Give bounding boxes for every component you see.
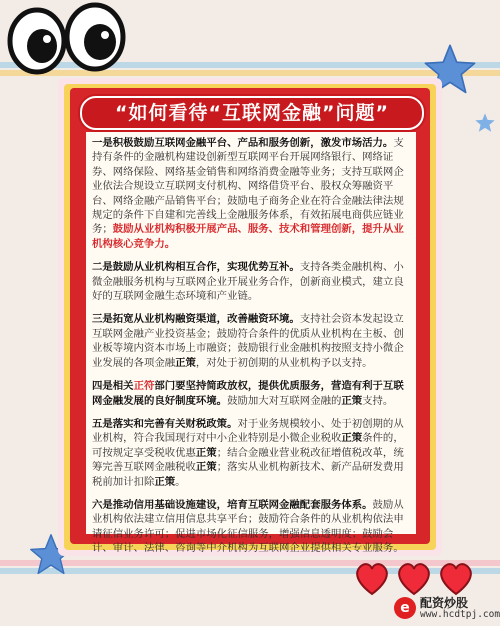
section-6 [92,498,410,556]
section-text: ；落实从业机构新技术、新产品研发费用税前加计扣除 [92,461,404,488]
section-keyword: 正策 [195,461,217,474]
article-body [92,136,410,565]
section-text: 。 [175,475,186,488]
brand-logo-icon: e [394,597,416,619]
section-text: ；结合金融业营业税改征增值税改革，统筹完善互联网金融税收 [92,446,404,474]
section-heading: 六是推动信用基础设施建设，培育互联网金融配套服务体系。 [92,498,373,511]
hearts-decoration [352,560,482,598]
section-text: ，对处于初创期的从业机构予以支持。 [195,356,373,369]
section-1 [92,136,410,251]
star-icon [474,112,496,134]
section-heading: 三是拓宽从业机构融资渠道，改善融资环境。 [92,313,300,326]
heart-icon [441,564,471,594]
section-heading: 一是积极鼓励互联网金融平台、产品和服务创新，激发市场活力。 [92,137,394,149]
site-logo[interactable] [390,594,498,624]
section-2 [92,260,410,303]
section-heading: 四是相关 [92,380,134,393]
page-title: “如何看待“互联网金融”问题” [80,96,424,130]
section-text: 支持各类金融机构、小微金融服务机构与互联网企业开展业务合作，创新商业模式，建立良好的互联网金融生态环境和产业链。 [92,261,404,303]
section-text: 条件的，可按规定享受税收优惠 [92,432,404,459]
section-highlight: 鼓励从业机构积极开展产品、服务、技术和管理创新，提升从业机构核心竞争力。 [92,223,404,250]
section-keyword: 正策 [341,394,363,407]
section-text: 鼓励加大对互联网金融的 [227,394,342,407]
section-5 [92,417,410,489]
section-text: 对于业务规模较小、处于初创期的从业机构，符合我国现行对中小企业特别是小微企业税收 [92,417,404,445]
section-keyword: 正策 [175,356,196,369]
section-keyword: 正策 [341,432,363,445]
section-4 [92,379,410,408]
section-heading: 五是落实和完善有关财税政策。 [92,417,238,430]
logo-url: www.hcdtpj.com [420,609,500,620]
section-text: 支持社会资本发起设立互联网金融产业投资基金；鼓励符合条件的优质从业机构在主板、创业板等境内资本市场上市融资；鼓励银行业金融机构按照支持小微企业发展的各项金融 [92,313,404,369]
section-3 [92,312,410,370]
heart-icon [399,564,429,594]
cartoon-eye-icon [6,6,68,76]
cartoon-eye-icon [62,0,128,74]
section-heading: 部门要坚持简政放权，提供优质服务，营造有利于互联网金融发展的良好制度环境。 [92,380,404,407]
heart-icon [357,564,387,594]
section-highlight: 正符 [133,380,155,393]
section-keyword: 正策 [154,475,176,488]
logo-name: 配资炒股 [420,596,469,610]
section-text: 支持有条件的金融机构建设创新型互联网平台开展网络银行、网络证券、网络保险、网络基金销售和网络消费金融等业务；支持互联网企业依法合规设立互联网支付机构、网络借贷平台、股权众筹融资平台、网络金融产品销售平台；鼓励电子商务企业在符合金融法律法规规定的条件下自建和完善线上金融服务体系，有效拓展电商供应链业务； [92,137,404,236]
section-text: 支持。 [362,394,394,407]
section-keyword: 正策 [195,446,217,459]
section-heading: 二是鼓励从业机构相互合作，实现优势互补。 [92,261,300,274]
section-text: 鼓励从业机构依法建立信用信息共享平台；鼓励符合条件的从业机构依法申请征信业务许可；促进市场化征信服务，增强信息透明度；鼓励会计、审计、法律、咨询等中介机构为互联网企业提供相关专业服务。 [92,498,404,555]
